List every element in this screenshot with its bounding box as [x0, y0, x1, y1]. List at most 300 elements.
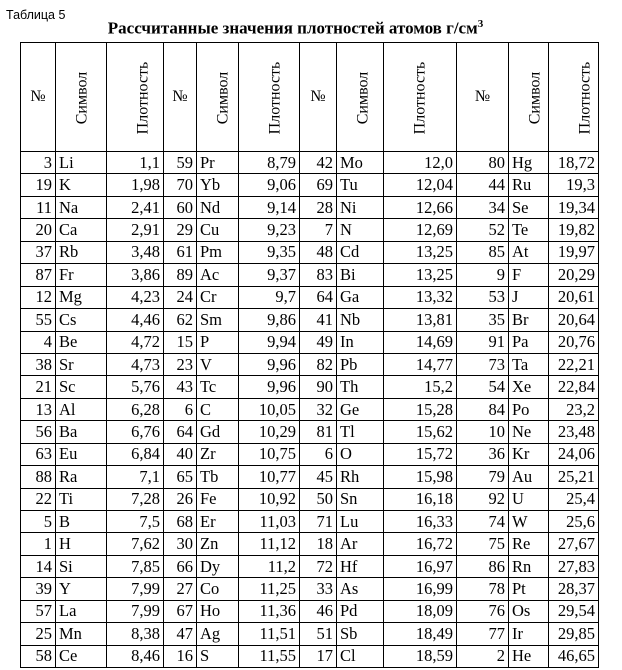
atomic-number: 75	[457, 533, 509, 555]
table-row	[21, 555, 599, 577]
element-symbol: Br	[509, 309, 549, 331]
header-density-4: Плотность	[549, 43, 599, 152]
density-value: 3,48	[107, 241, 164, 263]
density-value: 11,25	[239, 578, 300, 600]
element-symbol: Si	[56, 555, 107, 577]
density-value: 15,2	[384, 376, 457, 398]
density-value: 15,98	[384, 466, 457, 488]
table-row	[21, 421, 599, 443]
table-row	[21, 286, 599, 308]
element-symbol: Ge	[337, 398, 384, 420]
density-value: 12,0	[384, 152, 457, 174]
atomic-number: 54	[457, 376, 509, 398]
density-value: 8,46	[107, 645, 164, 667]
density-value: 11,36	[239, 600, 300, 622]
density-value: 11,2	[239, 555, 300, 577]
atomic-number: 90	[300, 376, 337, 398]
density-value: 12,66	[384, 196, 457, 218]
density-value: 9,96	[239, 353, 300, 375]
density-value: 7,5	[107, 511, 164, 533]
element-symbol: Au	[509, 466, 549, 488]
atomic-number: 34	[457, 196, 509, 218]
element-symbol: Mg	[56, 286, 107, 308]
table-title	[0, 18, 591, 39]
element-symbol: Pd	[337, 600, 384, 622]
element-symbol: Nd	[197, 196, 239, 218]
atomic-number: 18	[300, 533, 337, 555]
atomic-number: 16	[164, 645, 197, 667]
element-symbol: Mo	[337, 152, 384, 174]
density-value: 14,77	[384, 353, 457, 375]
density-value: 9,86	[239, 309, 300, 331]
atomic-number: 87	[21, 264, 56, 286]
density-value: 15,72	[384, 443, 457, 465]
table-row	[21, 600, 599, 622]
element-symbol: Ag	[197, 623, 239, 645]
atomic-number: 81	[300, 421, 337, 443]
element-symbol: J	[509, 286, 549, 308]
atomic-number: 42	[300, 152, 337, 174]
element-symbol: Xe	[509, 376, 549, 398]
element-symbol: Dy	[197, 555, 239, 577]
atomic-number: 79	[457, 466, 509, 488]
density-value: 8,38	[107, 623, 164, 645]
atomic-number: 10	[457, 421, 509, 443]
element-symbol: Po	[509, 398, 549, 420]
element-symbol: Li	[56, 152, 107, 174]
atomic-number: 56	[21, 421, 56, 443]
density-value: 7,85	[107, 555, 164, 577]
header-density-3: Плотность	[384, 43, 457, 152]
table-caption: Таблица 5	[6, 8, 66, 22]
atomic-number: 38	[21, 353, 56, 375]
density-value: 9,96	[239, 376, 300, 398]
element-symbol: N	[337, 219, 384, 241]
density-value: 25,21	[549, 466, 599, 488]
table-row	[21, 241, 599, 263]
atomic-number: 1	[21, 533, 56, 555]
density-value: 9,14	[239, 196, 300, 218]
element-symbol: F	[509, 264, 549, 286]
density-value: 18,72	[549, 152, 599, 174]
element-symbol: Sc	[56, 376, 107, 398]
table-row	[21, 309, 599, 331]
element-symbol: Hf	[337, 555, 384, 577]
density-value: 27,83	[549, 555, 599, 577]
atomic-number: 33	[300, 578, 337, 600]
density-value: 16,33	[384, 511, 457, 533]
element-symbol: Ru	[509, 174, 549, 196]
header-density-1: Плотность	[107, 43, 164, 152]
density-value: 7,28	[107, 488, 164, 510]
density-value: 19,34	[549, 196, 599, 218]
table-row	[21, 174, 599, 196]
atomic-number: 83	[300, 264, 337, 286]
element-symbol: Zn	[197, 533, 239, 555]
element-symbol: Ne	[509, 421, 549, 443]
atomic-number: 15	[164, 331, 197, 353]
atomic-number: 82	[300, 353, 337, 375]
density-value: 7,99	[107, 600, 164, 622]
element-symbol: Sb	[337, 623, 384, 645]
table-row	[21, 623, 599, 645]
density-value: 11,55	[239, 645, 300, 667]
element-symbol: Re	[509, 533, 549, 555]
element-symbol: Ar	[337, 533, 384, 555]
table-row	[21, 466, 599, 488]
density-value: 3,86	[107, 264, 164, 286]
density-value: 46,65	[549, 645, 599, 667]
atomic-number: 89	[164, 264, 197, 286]
element-symbol: Th	[337, 376, 384, 398]
element-symbol: Zr	[197, 443, 239, 465]
density-value: 11,51	[239, 623, 300, 645]
table-row	[21, 196, 599, 218]
density-value: 25,4	[549, 488, 599, 510]
density-value: 23,2	[549, 398, 599, 420]
atomic-number: 32	[300, 398, 337, 420]
table-row	[21, 443, 599, 465]
density-value: 9,35	[239, 241, 300, 263]
table-row	[21, 376, 599, 398]
element-symbol: Cu	[197, 219, 239, 241]
table-row	[21, 488, 599, 510]
atomic-number: 71	[300, 511, 337, 533]
density-value: 20,76	[549, 331, 599, 353]
density-value: 2,91	[107, 219, 164, 241]
density-value: 28,37	[549, 578, 599, 600]
density-value: 8,79	[239, 152, 300, 174]
header-symbol-1: Символ	[56, 43, 107, 152]
density-value: 10,77	[239, 466, 300, 488]
atomic-number: 57	[21, 600, 56, 622]
density-value: 10,75	[239, 443, 300, 465]
atomic-number: 49	[300, 331, 337, 353]
atomic-number: 26	[164, 488, 197, 510]
element-symbol: In	[337, 331, 384, 353]
title-text: Рассчитанные значения плотностей атомов г/см	[107, 18, 478, 38]
element-symbol: Ta	[509, 353, 549, 375]
header-number-3: №	[300, 43, 337, 152]
element-symbol: Cl	[337, 645, 384, 667]
table-row	[21, 331, 599, 353]
atomic-number: 17	[300, 645, 337, 667]
atomic-number: 51	[300, 623, 337, 645]
density-value: 14,69	[384, 331, 457, 353]
element-symbol: Ba	[56, 421, 107, 443]
element-symbol: Kr	[509, 443, 549, 465]
density-value: 16,72	[384, 533, 457, 555]
element-symbol: Co	[197, 578, 239, 600]
atomic-number: 25	[21, 623, 56, 645]
element-symbol: Tu	[337, 174, 384, 196]
density-value: 18,59	[384, 645, 457, 667]
atomic-number: 46	[300, 600, 337, 622]
element-symbol: Ti	[56, 488, 107, 510]
atomic-number: 88	[21, 466, 56, 488]
atomic-number: 63	[21, 443, 56, 465]
element-symbol: Sn	[337, 488, 384, 510]
element-symbol: P	[197, 331, 239, 353]
element-symbol: Y	[56, 578, 107, 600]
atomic-number: 85	[457, 241, 509, 263]
density-value: 7,62	[107, 533, 164, 555]
density-value: 19,97	[549, 241, 599, 263]
density-value: 7,99	[107, 578, 164, 600]
atomic-number: 4	[21, 331, 56, 353]
atomic-number: 6	[164, 398, 197, 420]
atomic-number: 37	[21, 241, 56, 263]
atomic-number: 19	[21, 174, 56, 196]
atomic-number: 6	[300, 443, 337, 465]
element-symbol: Ga	[337, 286, 384, 308]
atomic-number: 58	[21, 645, 56, 667]
density-value: 9,23	[239, 219, 300, 241]
element-symbol: At	[509, 241, 549, 263]
element-symbol: As	[337, 578, 384, 600]
atomic-number: 73	[457, 353, 509, 375]
header-symbol-3: Символ	[337, 43, 384, 152]
atomic-number: 62	[164, 309, 197, 331]
element-symbol: Pm	[197, 241, 239, 263]
atomic-number: 20	[21, 219, 56, 241]
atomic-number: 22	[21, 488, 56, 510]
table-row	[21, 152, 599, 174]
element-symbol: Tl	[337, 421, 384, 443]
header-number-1: №	[21, 43, 56, 152]
atomic-number: 35	[457, 309, 509, 331]
atomic-number: 69	[300, 174, 337, 196]
element-symbol: Cr	[197, 286, 239, 308]
element-symbol: C	[197, 398, 239, 420]
atomic-number: 45	[300, 466, 337, 488]
density-value: 22,21	[549, 353, 599, 375]
density-value: 22,84	[549, 376, 599, 398]
density-value: 16,97	[384, 555, 457, 577]
atomic-number: 64	[300, 286, 337, 308]
element-symbol: V	[197, 353, 239, 375]
density-value: 29,85	[549, 623, 599, 645]
atomic-number: 9	[457, 264, 509, 286]
element-symbol: Ac	[197, 264, 239, 286]
atomic-number: 23	[164, 353, 197, 375]
table-row	[21, 264, 599, 286]
element-symbol: Er	[197, 511, 239, 533]
header-symbol-2: Символ	[197, 43, 239, 152]
element-symbol: Rb	[56, 241, 107, 263]
header-number-2: №	[164, 43, 197, 152]
atomic-number: 5	[21, 511, 56, 533]
atomic-number: 14	[21, 555, 56, 577]
element-symbol: Sm	[197, 309, 239, 331]
atomic-number: 52	[457, 219, 509, 241]
atomic-number: 29	[164, 219, 197, 241]
density-value: 10,29	[239, 421, 300, 443]
element-symbol: Tb	[197, 466, 239, 488]
element-symbol: Ca	[56, 219, 107, 241]
element-symbol: Lu	[337, 511, 384, 533]
density-value: 6,28	[107, 398, 164, 420]
atomic-number: 47	[164, 623, 197, 645]
atomic-number: 24	[164, 286, 197, 308]
atomic-number: 80	[457, 152, 509, 174]
atomic-number: 21	[21, 376, 56, 398]
density-value: 7,1	[107, 466, 164, 488]
atomic-number: 55	[21, 309, 56, 331]
density-value: 10,05	[239, 398, 300, 420]
atomic-number: 53	[457, 286, 509, 308]
atomic-number: 36	[457, 443, 509, 465]
density-value: 15,28	[384, 398, 457, 420]
element-symbol: Fr	[56, 264, 107, 286]
element-symbol: Se	[509, 196, 549, 218]
density-value: 13,32	[384, 286, 457, 308]
element-symbol: Yb	[197, 174, 239, 196]
density-table	[20, 42, 599, 668]
atomic-number: 12	[21, 286, 56, 308]
header-symbol-4: Символ	[509, 43, 549, 152]
element-symbol: Ir	[509, 623, 549, 645]
element-symbol: Pa	[509, 331, 549, 353]
density-value: 18,49	[384, 623, 457, 645]
atomic-number: 91	[457, 331, 509, 353]
table-row	[21, 353, 599, 375]
element-symbol: U	[509, 488, 549, 510]
density-value: 6,76	[107, 421, 164, 443]
atomic-number: 48	[300, 241, 337, 263]
atomic-number: 59	[164, 152, 197, 174]
atomic-number: 67	[164, 600, 197, 622]
density-value: 13,25	[384, 241, 457, 263]
element-symbol: S	[197, 645, 239, 667]
element-symbol: Ho	[197, 600, 239, 622]
density-value: 29,54	[549, 600, 599, 622]
element-symbol: Pr	[197, 152, 239, 174]
density-value: 13,81	[384, 309, 457, 331]
density-value: 20,29	[549, 264, 599, 286]
element-symbol: B	[56, 511, 107, 533]
atomic-number: 68	[164, 511, 197, 533]
element-symbol: Gd	[197, 421, 239, 443]
table-body	[21, 152, 599, 668]
header-row	[21, 43, 599, 152]
atomic-number: 84	[457, 398, 509, 420]
atomic-number: 76	[457, 600, 509, 622]
element-symbol: Pt	[509, 578, 549, 600]
atomic-number: 7	[300, 219, 337, 241]
density-value: 1,1	[107, 152, 164, 174]
density-value: 20,61	[549, 286, 599, 308]
element-symbol: Tc	[197, 376, 239, 398]
density-value: 6,84	[107, 443, 164, 465]
density-value: 16,18	[384, 488, 457, 510]
density-value: 11,12	[239, 533, 300, 555]
atomic-number: 27	[164, 578, 197, 600]
table-row	[21, 219, 599, 241]
element-symbol: H	[56, 533, 107, 555]
atomic-number: 66	[164, 555, 197, 577]
element-symbol: Bi	[337, 264, 384, 286]
element-symbol: Cs	[56, 309, 107, 331]
density-value: 20,64	[549, 309, 599, 331]
element-symbol: Os	[509, 600, 549, 622]
atomic-number: 74	[457, 511, 509, 533]
atomic-number: 11	[21, 196, 56, 218]
density-value: 9,94	[239, 331, 300, 353]
title-superscript: 3	[477, 18, 484, 30]
element-symbol: Ra	[56, 466, 107, 488]
density-value: 18,09	[384, 600, 457, 622]
atomic-number: 43	[164, 376, 197, 398]
element-symbol: Ni	[337, 196, 384, 218]
density-value: 15,62	[384, 421, 457, 443]
atomic-number: 72	[300, 555, 337, 577]
element-symbol: O	[337, 443, 384, 465]
table-row	[21, 578, 599, 600]
element-symbol: Rn	[509, 555, 549, 577]
element-symbol: Fe	[197, 488, 239, 510]
element-symbol: La	[56, 600, 107, 622]
density-value: 4,23	[107, 286, 164, 308]
density-value: 11,03	[239, 511, 300, 533]
density-value: 27,67	[549, 533, 599, 555]
table-row	[21, 398, 599, 420]
atomic-number: 70	[164, 174, 197, 196]
atomic-number: 13	[21, 398, 56, 420]
element-symbol: Al	[56, 398, 107, 420]
density-value: 2,41	[107, 196, 164, 218]
atomic-number: 40	[164, 443, 197, 465]
atomic-number: 50	[300, 488, 337, 510]
header-density-2: Плотность	[239, 43, 300, 152]
density-value: 19,3	[549, 174, 599, 196]
density-value: 10,92	[239, 488, 300, 510]
table-row	[21, 511, 599, 533]
density-value: 4,72	[107, 331, 164, 353]
table-row	[21, 645, 599, 667]
atomic-number: 86	[457, 555, 509, 577]
density-value: 25,6	[549, 511, 599, 533]
element-symbol: Hg	[509, 152, 549, 174]
density-value: 23,48	[549, 421, 599, 443]
atomic-number: 2	[457, 645, 509, 667]
atomic-number: 78	[457, 578, 509, 600]
table-row	[21, 533, 599, 555]
density-value: 4,73	[107, 353, 164, 375]
element-symbol: Te	[509, 219, 549, 241]
element-symbol: Be	[56, 331, 107, 353]
element-symbol: W	[509, 511, 549, 533]
element-symbol: Cd	[337, 241, 384, 263]
element-symbol: Na	[56, 196, 107, 218]
atomic-number: 30	[164, 533, 197, 555]
atomic-number: 3	[21, 152, 56, 174]
density-value: 9,37	[239, 264, 300, 286]
atomic-number: 77	[457, 623, 509, 645]
header-number-4: №	[457, 43, 509, 152]
element-symbol: Mn	[56, 623, 107, 645]
atomic-number: 61	[164, 241, 197, 263]
element-symbol: K	[56, 174, 107, 196]
element-symbol: Eu	[56, 443, 107, 465]
element-symbol: He	[509, 645, 549, 667]
element-symbol: Ce	[56, 645, 107, 667]
density-value: 16,99	[384, 578, 457, 600]
element-symbol: Rh	[337, 466, 384, 488]
density-value: 19,82	[549, 219, 599, 241]
atomic-number: 92	[457, 488, 509, 510]
atomic-number: 65	[164, 466, 197, 488]
